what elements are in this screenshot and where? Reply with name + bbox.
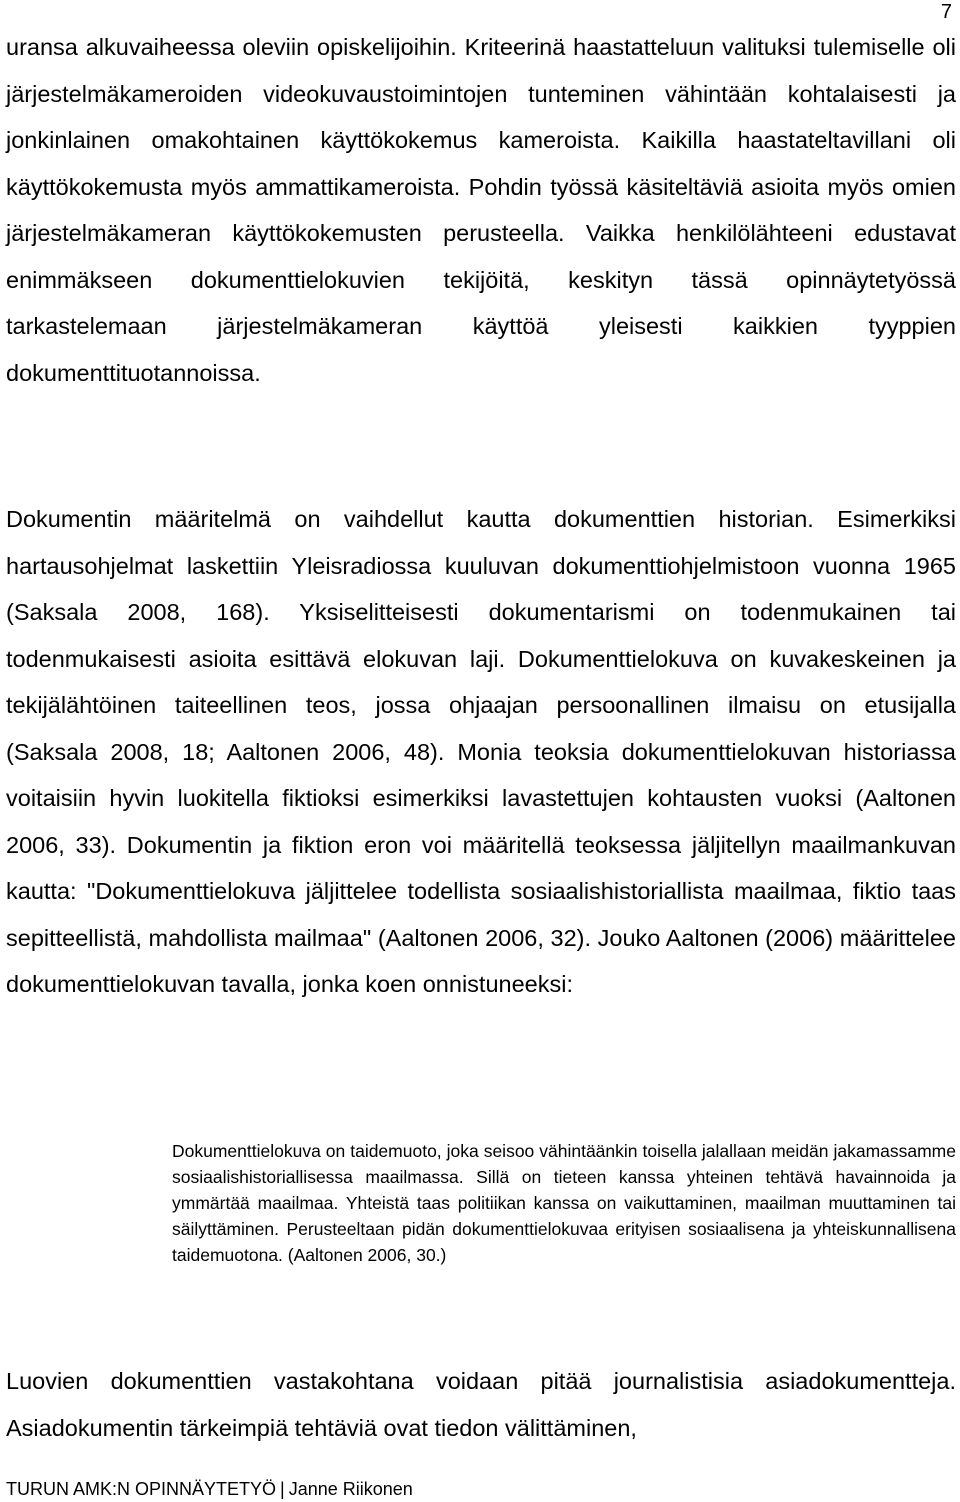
page-number: 7 bbox=[940, 1, 952, 23]
body-paragraph: uransa alkuvaiheessa oleviin opiskelijoihin. Kriteerinä haastatteluun valituksi tulemiselle oli järjestelmäkameroiden videokuvaustoimintojen tunteminen vähintään kohtalaisesti ja jonkinlainen omakohtainen käyttökokemus kameroista. Kaikilla haastateltavillani oli käyttökokemusta myös ammattikameroista. Pohdin työssä käsiteltäviä asioita myös omien järjestelmäkameran käyttökokemusten perusteella. Vaikka henkilölähteeni edustavat enimmäkseen dokumenttielokuvien tekijöitä, keskityn tässä opinnäytetyössä tarkastelemaan järjestelmäkameran käyttöä yleisesti kaikkien tyyppien dokumenttituotannoissa. bbox=[6, 34, 956, 386]
block-quote: Dokumenttielokuva on taidemuoto, joka seisoo vähintäänkin toisella jalallaan meidän jakamassamme sosiaalishistoriallisessa maailmassa. Sillä on tieteen kanssa yhteinen tehtävä havainnoida ja ymmärtää maailmaa. Yhteistä taas politiikan kanssa on vaikuttaminen, maailman muuttaminen tai säilyttäminen. Perusteeltaan pidän dokumenttielokuvaa erityisen sosiaalisena ja yhteiskunnallisena taidemuotona. (Aaltonen 2006, 30.) bbox=[172, 1141, 956, 1265]
footer-separator: | bbox=[280, 1479, 285, 1499]
body-paragraph: Dokumentin määritelmä on vaihdellut kautta dokumenttien historian. Esimerkiksi hartausohjelmat laskettiin Yleisradiossa kuuluvan dokumenttiohjelmistoon vuonna 1965 (Saksala 2008, 168). Yksiselitteisesti dokumentarismi on todenmukainen tai todenmukaisesti asioita esittävä elokuvan laji. Dokumenttielokuva on kuvakeskeinen ja tekijälähtöinen taiteellinen teos, jossa ohjaajan persoonallinen ilmaisu on etusijalla (Saksala 2008, 18; Aaltonen 2006, 48). Monia teoksia dokumenttielokuvan historiassa voitaisiin hyvin luokitella fiktioksi esimerkiksi lavastettujen kohtausten vuoksi (Aaltonen 2006, 33). Dokumentin ja fiktion eron voi määritellä teoksessa jäljitellyn maailmankuvan kautta: "Dokumenttielokuva jäljittelee todellista sosiaalishistoriallista maailmaa, fiktio taas sepitteellistä, mahdollista mailmaa" (Aaltonen 2006, 32). Jouko Aaltonen (2006) määrittelee dokumenttielokuvan tavalla, jonka koen onnistuneeksi: bbox=[6, 506, 956, 997]
footer-author: Janne Riikonen bbox=[288, 1479, 413, 1499]
footer-institution: TURUN AMK:N OPINNÄYTETYÖ bbox=[6, 1479, 277, 1499]
page-footer bbox=[6, 1478, 413, 1500]
body-paragraph: Luovien dokumenttien vastakohtana voidaan pitää journalistisia asiadokumentteja. Asiadokumentin tärkeimpiä tehtäviä ovat tiedon välittäminen, bbox=[6, 1368, 956, 1441]
